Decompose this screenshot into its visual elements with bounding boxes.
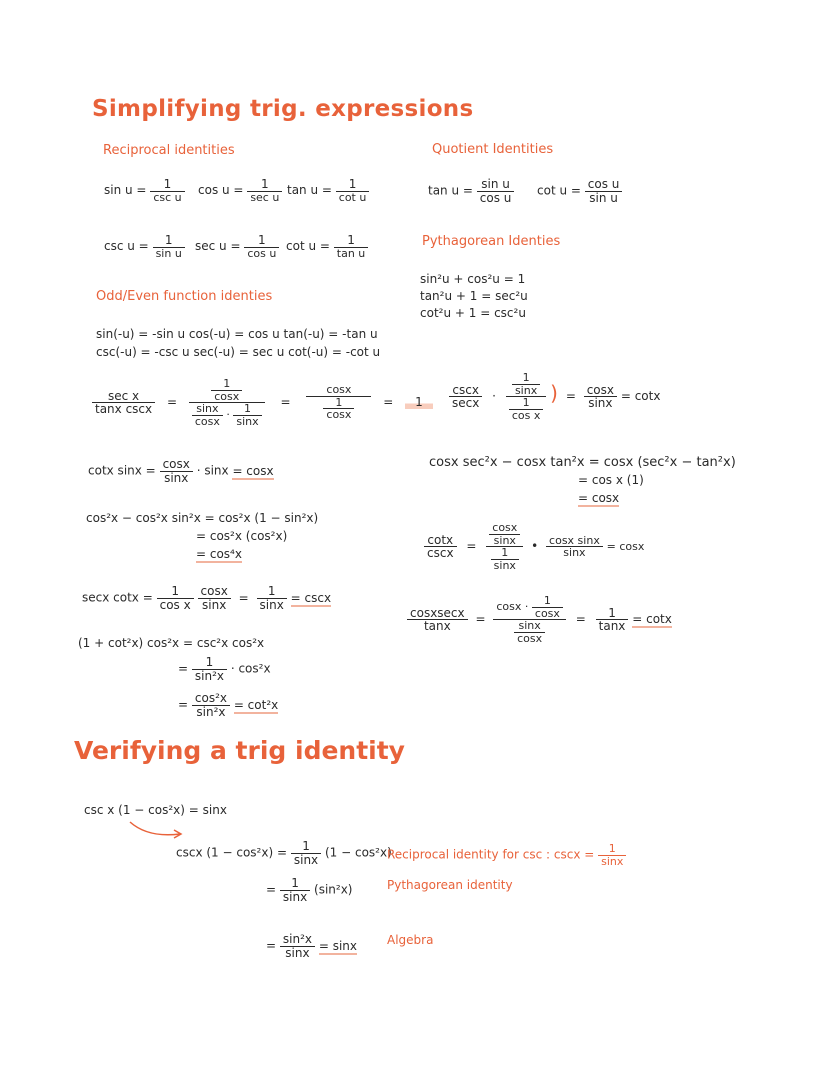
quotient-heading: Quotient Identities (432, 142, 554, 157)
curved-arrow-icon (128, 818, 188, 840)
pyth-line-3: cot²u + 1 = csc²u (420, 306, 526, 320)
verify-step-2: = $\frac{1}{\sin x}$ (sin²x) (266, 876, 353, 904)
example-4-line-2: = cos x (1) (578, 473, 644, 487)
verify-step-1-note: Reciprocal identity for csc : cscx = $\frac{1}{\sin x}$ (387, 843, 626, 867)
example-5-line-3: = cos⁴x (196, 547, 242, 561)
verify-step-1: cscx (1 − cos²x) = $\frac{1}{\sin x}$ (1 − cos²x) (176, 839, 392, 867)
example-9-line-1: (1 + cot²x) cos²x = csc²x cos²x (78, 636, 265, 650)
recip-sin: sin u = $\frac{1}{\text{csc u}}$ (104, 178, 185, 203)
pythagorean-heading: Pythagorean Identies (422, 234, 561, 249)
oddeven-heading: Odd/Even function identies (96, 289, 273, 304)
section-title-verify: Verifying a trig identity (74, 736, 405, 765)
example-9-line-2: = $\frac{1}{\text{sin²x}}$ · cos²x (178, 655, 271, 683)
verify-step-2-note: Pythagorean identity (387, 878, 513, 892)
pyth-line-2: tan²u + 1 = sec²u (420, 289, 528, 303)
verify-step-3-note: Algebra (387, 933, 434, 947)
example-1-result: 1 (405, 395, 433, 409)
example-5-line-1: cos²x − cos²x sin²x = cos²x (1 − sin²x) (86, 511, 319, 525)
oddeven-line-1: sin(-u) = -sin u cos(-u) = cos u tan(-u) = -tan u (96, 327, 378, 341)
reciprocal-heading: Reciprocal identities (103, 143, 235, 158)
example-2: $\frac{\csc x}{\sec x}$ · $\frac{\frac{1}{\sin x}}{\frac{1}{\text{cos x}}}$ ) = $\frac{\cos x}{\sin x}$ = cotx (449, 372, 660, 421)
quotient-cot: cot u = $\frac{\text{cos u}}{\text{sin u}}$ (537, 178, 622, 204)
pyth-line-1: sin²u + cos²u = 1 (420, 272, 526, 286)
example-6: $\frac{\cot x}{\csc x}$ = $\frac{\frac{\cos x}{\sin x}}{\frac{1}{\sin x}}$ • $\frac{\text{cosx sinx}}{\sin x}$ = cosx (424, 522, 644, 571)
recip-cos: cos u = $\frac{1}{\text{sec u}}$ (198, 178, 282, 203)
quotient-tan: tan u = $\frac{\text{sin u}}{\text{cos u}}$ (428, 178, 514, 204)
verify-step-3: = $\frac{\text{sin²x}}{\sin x}$ = sinx (266, 932, 357, 960)
example-4-line-1: cosx sec²x − cosx tan²x = cosx (sec²x − tan²x) (429, 455, 736, 470)
verify-problem: csc x (1 − cos²x) = sinx (84, 803, 227, 817)
recip-tan: tan u = $\frac{1}{\text{cot u}}$ (287, 178, 369, 203)
example-8: $\frac{\text{cosxsecx}}{\tan x}$ = cosx · $\frac{1}{\cos x}$ $\frac{\sin x}{\cos x}$ = $\frac{1}{\tan x}$ = cotx (407, 595, 672, 644)
recip-csc: csc u = $\frac{1}{\text{sin u}}$ (104, 234, 185, 259)
page-title: Simplifying trig. expressions (92, 96, 474, 122)
example-4-line-3: = cosx (578, 491, 620, 505)
example-9-line-3: = $\frac{\text{cos²x}}{\text{sin²x}}$ = cot²x (178, 691, 279, 719)
example-5-line-2: = cos²x (cos²x) (196, 529, 288, 543)
recip-sec: sec u = $\frac{1}{\text{cos u}}$ (195, 234, 279, 259)
recip-cot: cot u = $\frac{1}{\text{tan u}}$ (286, 234, 368, 259)
example-3: cotx sinx = $\frac{\cos x}{\sin x}$ · sinx = cosx (88, 457, 274, 485)
example-1: $\frac{\text{sec x}}{\text{tanx cscx}}$ = $\frac{1}{\cos x}$ $\frac{\sin x}{\cos x}$ · $\frac{1}{\sin x}$ = $\frac{\cos x}{\frac{1}{\cos x}}$ = 1 (92, 378, 433, 427)
oddeven-line-2: csc(-u) = -csc u sec(-u) = sec u cot(-u) = -cot u (96, 345, 381, 359)
example-7: secx cotx = $\frac{1}{\text{cos x}}$ $\frac{\cos x}{\sin x}$ = $\frac{1}{\sin x}$ = cscx (82, 584, 332, 612)
